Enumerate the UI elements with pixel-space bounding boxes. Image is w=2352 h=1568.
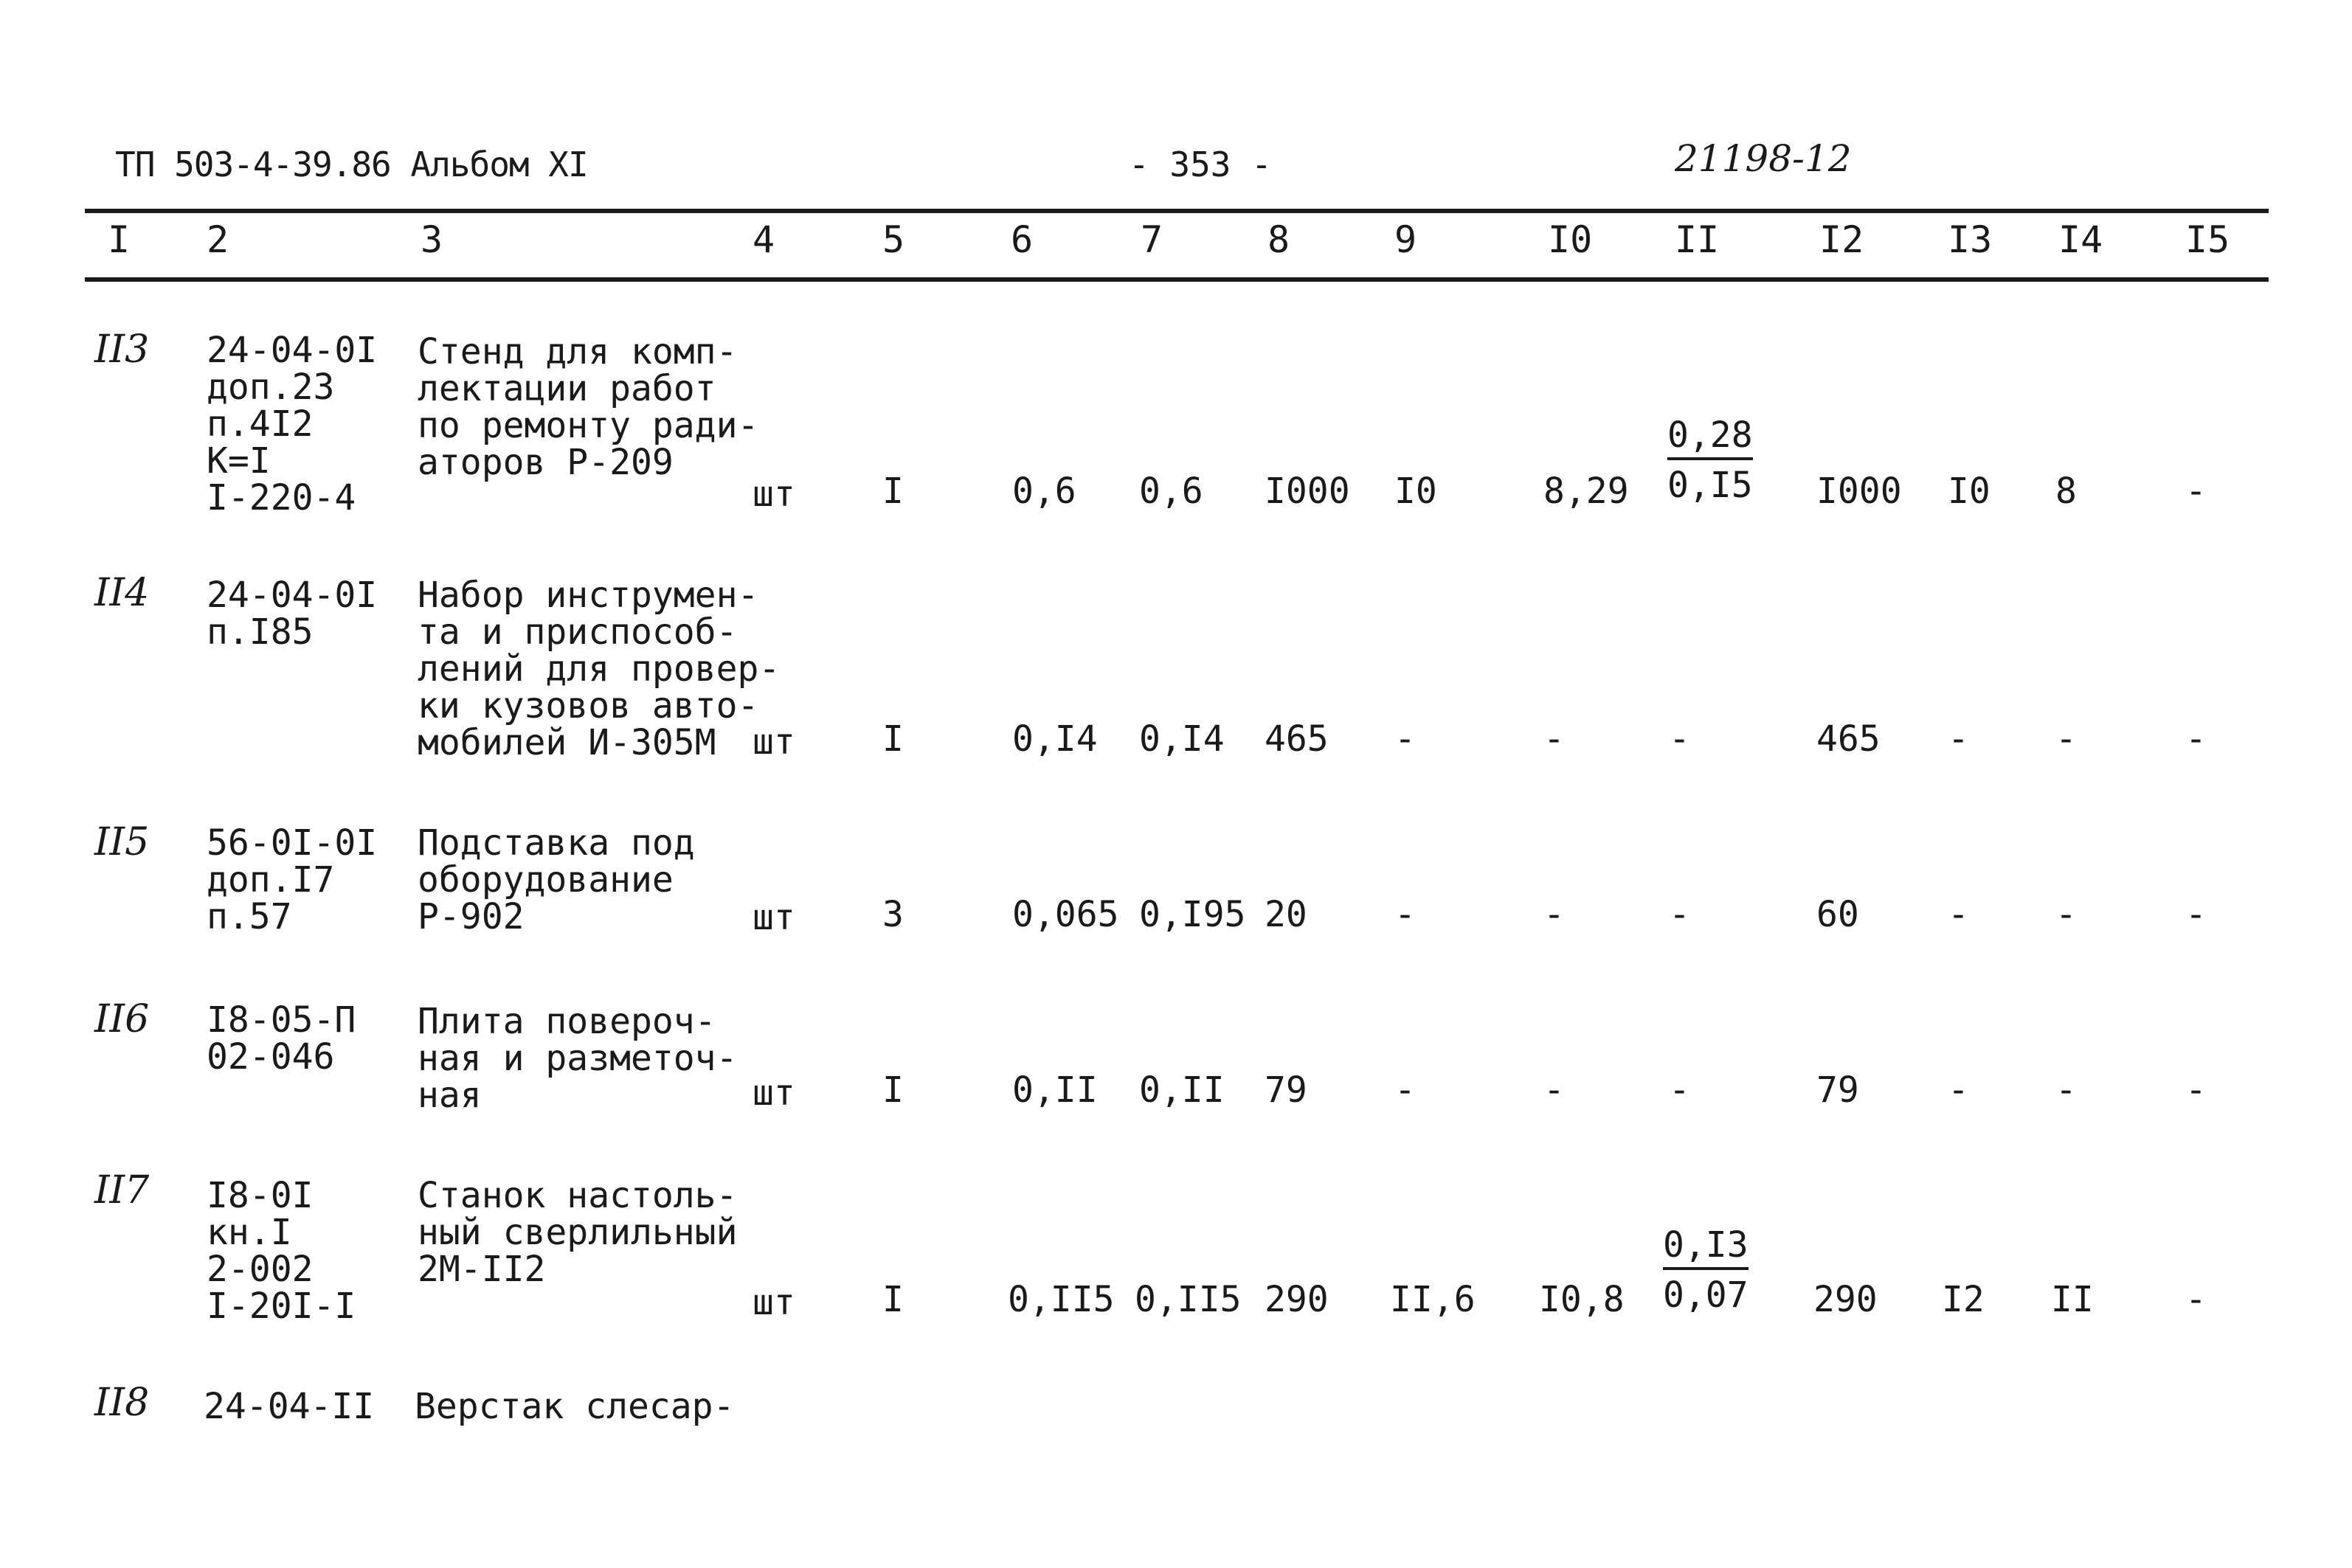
value-col8: 79 bbox=[1265, 1069, 1307, 1111]
value-col15: - bbox=[2185, 471, 2207, 512]
column-number: I5 bbox=[2185, 218, 2230, 261]
value-col11-fraction bbox=[1667, 414, 1753, 506]
column-number: 8 bbox=[1267, 218, 1290, 261]
unit: шт bbox=[753, 1072, 795, 1114]
column-number: 3 bbox=[421, 218, 443, 261]
column-number: I3 bbox=[1948, 218, 1993, 261]
value-col8: 465 bbox=[1265, 718, 1329, 760]
catalog-code: I8-05-П 02-046 bbox=[207, 999, 356, 1078]
value-col14: - bbox=[2055, 894, 2077, 935]
value-col7: 0,6 bbox=[1139, 471, 1203, 512]
row-number: II8 bbox=[94, 1381, 150, 1425]
value-col7: 0,I4 bbox=[1139, 718, 1225, 760]
page-number: - 353 - bbox=[1129, 145, 1272, 184]
column-number: 2 bbox=[207, 218, 229, 261]
value-col10: - bbox=[1543, 894, 1565, 935]
value-col13: - bbox=[1948, 894, 1969, 935]
value-col15: - bbox=[2185, 718, 2207, 760]
row-number: II5 bbox=[94, 820, 150, 864]
value-col6: 0,6 bbox=[1012, 471, 1076, 512]
value-col14: - bbox=[2055, 1069, 2077, 1111]
column-number: I4 bbox=[2058, 218, 2103, 261]
column-number: 9 bbox=[1394, 218, 1417, 261]
value-col12: 79 bbox=[1816, 1069, 1859, 1111]
value-col12: 465 bbox=[1816, 718, 1881, 760]
value-col12: 60 bbox=[1816, 894, 1859, 935]
value-col11: - bbox=[1669, 1069, 1690, 1111]
row-number: II7 bbox=[94, 1168, 150, 1213]
catalog-code: 24-04-0I п.I85 bbox=[207, 575, 378, 653]
value-col7: 0,I95 bbox=[1139, 894, 1246, 935]
quantity: I bbox=[882, 1069, 904, 1111]
value-col12: I000 bbox=[1816, 471, 1902, 512]
item-description: Стенд для комп- лектации работ по ремонту ради- аторов Р-209 bbox=[418, 331, 759, 483]
value-col13: I0 bbox=[1948, 471, 1990, 512]
value-col6: 0,065 bbox=[1012, 894, 1119, 935]
handwritten-code: 21198-12 bbox=[1675, 137, 1852, 180]
value-col6: 0,II bbox=[1012, 1069, 1098, 1111]
item-description: Станок настоль- ный сверлильный 2М-II2 bbox=[418, 1175, 738, 1290]
value-col11-fraction bbox=[1663, 1224, 1749, 1316]
document-code: ТП 503-4-39.86 Альбом XI bbox=[115, 145, 588, 184]
column-number: II bbox=[1675, 218, 1720, 261]
quantity: I bbox=[882, 1279, 904, 1320]
value-col14: 8 bbox=[2055, 471, 2077, 512]
value-col8: I000 bbox=[1265, 471, 1350, 512]
value-col8: 20 bbox=[1265, 894, 1307, 935]
column-number: 6 bbox=[1011, 218, 1034, 261]
fraction-denominator: 0,I5 bbox=[1667, 465, 1753, 506]
value-col8: 290 bbox=[1265, 1279, 1329, 1320]
value-col12: 290 bbox=[1813, 1279, 1878, 1320]
column-number: 7 bbox=[1141, 218, 1163, 261]
value-col15: - bbox=[2185, 1069, 2207, 1111]
quantity: I bbox=[882, 471, 904, 512]
value-col9: - bbox=[1394, 718, 1416, 760]
value-col6: 0,II5 bbox=[1008, 1279, 1115, 1320]
fraction-numerator: 0,28 bbox=[1667, 417, 1753, 460]
value-col10: I0,8 bbox=[1539, 1279, 1625, 1320]
value-col7: 0,II5 bbox=[1135, 1279, 1242, 1320]
unit: шт bbox=[753, 721, 795, 763]
unit: шт bbox=[753, 897, 795, 938]
column-number: 5 bbox=[882, 218, 905, 261]
quantity: I bbox=[882, 718, 904, 760]
value-col10: - bbox=[1543, 718, 1565, 760]
row-number: II3 bbox=[94, 327, 150, 372]
value-col14: II bbox=[2051, 1279, 2094, 1320]
value-col9: I0 bbox=[1394, 471, 1437, 512]
value-col9: II,6 bbox=[1390, 1279, 1476, 1320]
value-col6: 0,I4 bbox=[1012, 718, 1098, 760]
value-col13: - bbox=[1948, 1069, 1969, 1111]
unit: шт bbox=[753, 1282, 795, 1323]
quantity: 3 bbox=[882, 894, 904, 935]
column-number: I0 bbox=[1548, 218, 1593, 261]
item-description: Верстак слесар- bbox=[415, 1386, 735, 1427]
unit: шт bbox=[753, 473, 795, 515]
value-col15: - bbox=[2185, 894, 2207, 935]
value-col9: - bbox=[1394, 894, 1416, 935]
catalog-code: I8-0I кн.I 2-002 I-20I-I bbox=[207, 1175, 356, 1327]
row-number: II4 bbox=[94, 571, 150, 615]
catalog-code: 24-04-II bbox=[204, 1386, 375, 1427]
value-col11: - bbox=[1669, 894, 1690, 935]
catalog-code: 56-0I-0I доп.I7 п.57 bbox=[207, 822, 378, 937]
item-description: Набор инструмен- та и приспособ- лений для провер- ки кузовов авто- мобилей И-305М bbox=[418, 575, 781, 763]
fraction-denominator: 0,07 bbox=[1663, 1274, 1749, 1316]
item-description: Подставка под оборудование Р-902 bbox=[418, 822, 695, 937]
fraction-numerator: 0,I3 bbox=[1663, 1227, 1749, 1270]
value-col14: - bbox=[2055, 718, 2077, 760]
value-col13: I2 bbox=[1942, 1279, 1985, 1320]
value-col9: - bbox=[1394, 1069, 1416, 1111]
item-description: Плита повероч- ная и разметоч- ная bbox=[418, 1001, 738, 1116]
value-col10: - bbox=[1543, 1069, 1565, 1111]
catalog-code: 24-04-0I доп.23 п.4I2 К=I I-220-4 bbox=[207, 330, 378, 518]
column-number: 4 bbox=[753, 218, 775, 261]
row-number: II6 bbox=[94, 997, 150, 1041]
value-col7: 0,II bbox=[1139, 1069, 1225, 1111]
column-number: I2 bbox=[1819, 218, 1864, 261]
value-col13: - bbox=[1948, 718, 1969, 760]
value-col15: - bbox=[2185, 1279, 2207, 1320]
value-col10: 8,29 bbox=[1543, 471, 1629, 512]
column-number: I bbox=[108, 218, 131, 261]
value-col11: - bbox=[1669, 718, 1690, 760]
